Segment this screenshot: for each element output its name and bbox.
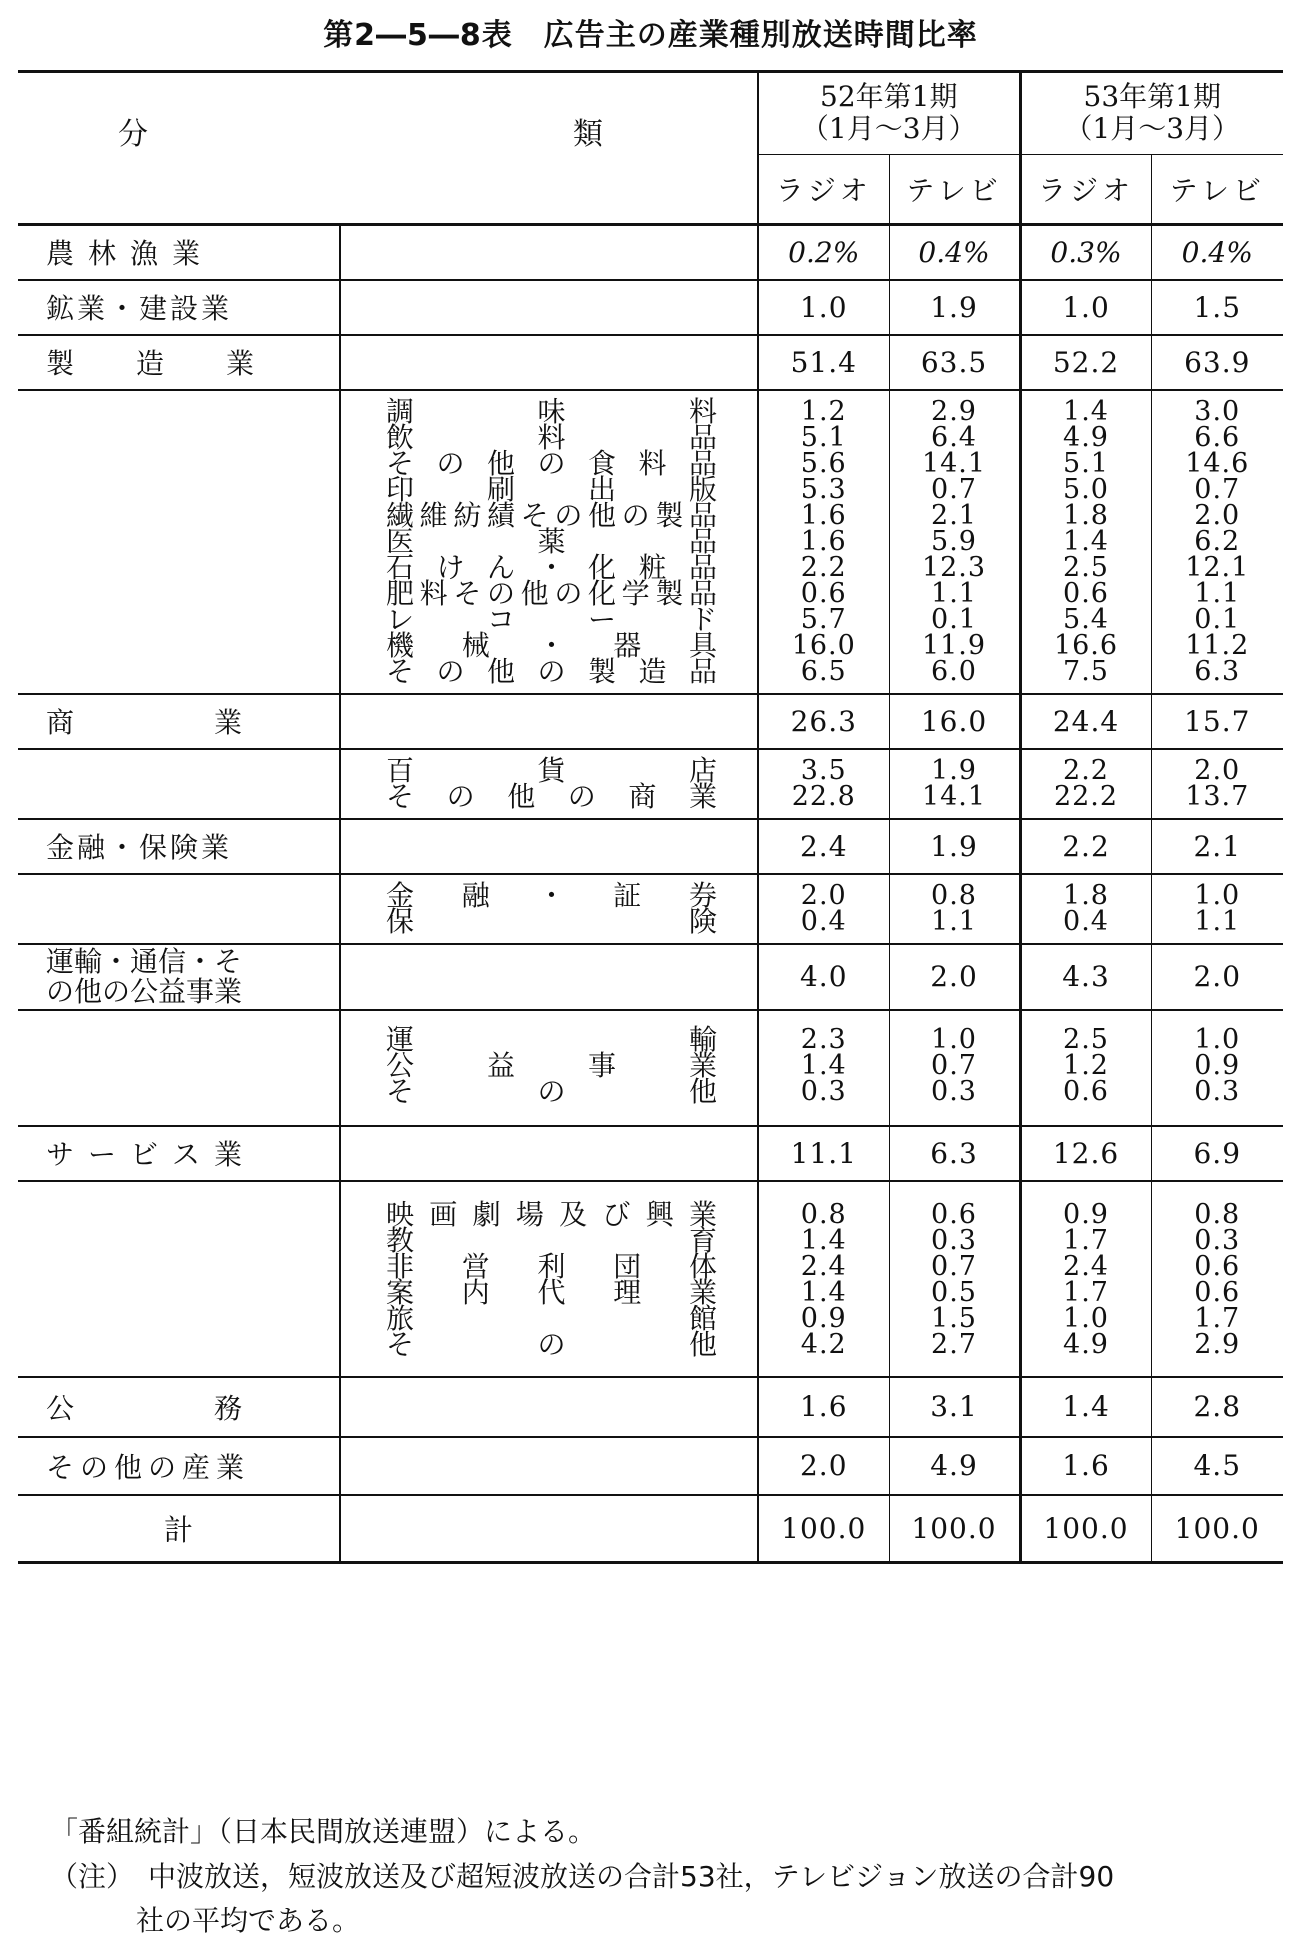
value-cell: 1.9	[931, 754, 977, 786]
value-cell: 22.2	[1053, 780, 1119, 812]
value-cell: 0.4	[1063, 905, 1109, 937]
subcategory-item: 映画劇場及び興業	[386, 1197, 717, 1231]
subcategory-item: 案内代理業	[386, 1275, 717, 1309]
value-cell: 1.8	[1063, 879, 1109, 911]
value-cell: 0.1	[1194, 603, 1241, 635]
value-cell: 4.2	[800, 1328, 847, 1360]
value-cell: 2.2	[1063, 754, 1109, 786]
subcategory-item: その他の食料品	[386, 446, 717, 480]
value-cell: 0.3	[800, 1075, 847, 1107]
value-cell: 0.8	[1194, 1198, 1241, 1230]
value-cell: 5.7	[800, 603, 847, 635]
value-cell: 2.0	[1194, 754, 1241, 786]
footnote: （注） 中波放送，短波放送及び超短波放送の合計53社，テレビジョン放送の合計90 社の平均である。	[50, 1860, 1115, 1937]
value-cell: 0.3	[1194, 1224, 1241, 1256]
value-cell: 0.6	[800, 577, 847, 609]
value-cell: 0.6	[1063, 577, 1109, 609]
subcategory-item: 旅館	[386, 1301, 717, 1335]
value-cell: 0.5	[931, 1276, 977, 1308]
value-cell: 1.8	[1063, 499, 1109, 531]
value-cell: 1.7	[1063, 1276, 1109, 1308]
value-cell: 0.4	[800, 905, 847, 937]
subcategory-item: 医薬品	[386, 524, 717, 558]
value-cell: 1.5	[931, 1302, 977, 1334]
value-cell: 2.5	[1063, 1023, 1109, 1055]
value-cell: 14.6	[1185, 447, 1250, 479]
value-cell: 6.4	[931, 421, 977, 453]
value-cell: 1.0	[931, 1023, 977, 1055]
value-cell: 5.1	[800, 421, 847, 453]
value-cell: 2.5	[1063, 551, 1109, 583]
value-cell: 1.6	[800, 525, 847, 557]
period1-header: 52年第1期 （1月～3月）	[758, 72, 1020, 155]
value-cell: 0.3	[1194, 1075, 1241, 1107]
category-label: 製造業	[18, 335, 340, 390]
category-label: 鉱業・建設業	[18, 280, 340, 335]
subcategory-item: レコード	[386, 602, 717, 636]
value-cell: 6.5	[800, 655, 847, 687]
value-cell: 0.8	[931, 879, 977, 911]
subcategory-item: 公益事業	[386, 1048, 717, 1082]
value-cell: 1.4	[800, 1276, 847, 1308]
subcategory-block	[18, 1181, 1283, 1377]
data-table	[18, 70, 1283, 1564]
subcategory-item: 機械・器具	[386, 628, 717, 662]
value-cell: 1.0	[1194, 879, 1241, 911]
category-label: 公務	[18, 1377, 340, 1437]
value-cell: 1.1	[931, 577, 977, 609]
subcategory-item: 石けん・化粧品	[386, 550, 717, 584]
subcategory-item: その他の商業	[386, 779, 717, 813]
total-row: 計 100.0 100.0 100.0 100.0	[18, 1495, 1283, 1563]
subcategory-list	[340, 390, 758, 694]
value-cell: 1.2	[1063, 1049, 1109, 1081]
value-cell: 0.1	[931, 603, 977, 635]
value-cell: 1.7	[1063, 1224, 1109, 1256]
value-cell: 13.7	[1185, 780, 1250, 812]
value-cell: 2.7	[931, 1328, 977, 1360]
subcategory-item: その他	[386, 1327, 717, 1361]
value-cell: 12.3	[921, 551, 987, 583]
table-row: その他の産業 2.0 4.9 1.6 4.5	[18, 1437, 1283, 1495]
category-label: サービス業	[18, 1126, 340, 1181]
value-cell: 5.6	[800, 447, 847, 479]
subcategory-item: 金融・証券	[386, 878, 717, 912]
category-label: その他の産業	[18, 1437, 340, 1495]
value-cell: 2.2	[800, 551, 847, 583]
subcategory-block	[18, 749, 1283, 819]
period2-header: 53年第1期 （1月～3月）	[1020, 72, 1283, 155]
value-cell: 11.9	[921, 629, 987, 661]
table-row: 鉱業・建設業 1.0 1.9 1.0 1.5	[18, 280, 1283, 335]
subcategory-list	[340, 1010, 758, 1126]
radio-header: ラジオ	[758, 154, 889, 224]
subcategory-item: 非営利団体	[386, 1249, 717, 1283]
value-cell: 0.7	[931, 1250, 977, 1282]
value-cell: 12.1	[1185, 551, 1250, 583]
value-cell: 6.6	[1194, 421, 1241, 453]
subcategory-item: 保険	[386, 904, 717, 938]
value-cell: 2.4	[1063, 1250, 1109, 1282]
category-header-right: 類	[573, 117, 603, 152]
value-cell: 2.0	[1194, 499, 1241, 531]
value-cell: 0.3	[931, 1224, 977, 1256]
value-cell: 6.3	[1194, 655, 1241, 687]
value-cell: 0.7	[931, 1049, 977, 1081]
value-cell: 0.7	[1194, 473, 1241, 505]
subcategory-item: その他の製造品	[386, 654, 717, 688]
subcategory-item: 印刷出版	[386, 472, 717, 506]
subcategory-list	[340, 1181, 758, 1377]
subcategory-block	[18, 390, 1283, 694]
value-cell: 1.4	[1063, 525, 1109, 557]
subcategory-item: 飲料品	[386, 420, 717, 454]
source-note: 「番組統計」（日本民間放送連盟）による。	[50, 1815, 597, 1848]
category-label: 農林漁業	[18, 225, 340, 280]
subcategory-item: その他	[386, 1074, 717, 1108]
value-cell: 1.7	[1194, 1302, 1241, 1334]
value-cell: 2.0	[800, 879, 847, 911]
value-cell: 1.0	[1194, 1023, 1241, 1055]
value-cell: 0.8	[800, 1198, 847, 1230]
value-cell: 3.5	[800, 754, 847, 786]
value-cell: 1.4	[800, 1224, 847, 1256]
table-row: 商業 26.3 16.0 24.4 15.7	[18, 694, 1283, 749]
category-label: 商業	[18, 694, 340, 749]
table-row: 農林漁業 0.2% 0.4% 0.3% 0.4%	[18, 225, 1283, 280]
value-cell: 0.6	[1194, 1276, 1241, 1308]
value-cell: 11.2	[1185, 629, 1250, 661]
table-row: 運輸・通信・そ の他の公益事業 4.0 2.0 4.3 2.0	[18, 944, 1283, 1010]
value-cell: 0.7	[931, 473, 977, 505]
value-cell: 5.0	[1063, 473, 1109, 505]
table-row: サービス業 11.1 6.3 12.6 6.9	[18, 1126, 1283, 1181]
tv-header: テレビ	[1151, 154, 1283, 224]
value-cell: 4.9	[1063, 421, 1109, 453]
table-title: 第2―5―8表 広告主の産業種別放送時間比率	[323, 18, 978, 53]
subcategory-list	[340, 749, 758, 819]
value-cell: 2.9	[1194, 1328, 1241, 1360]
value-cell: 1.4	[1063, 395, 1109, 427]
value-cell: 0.6	[931, 1198, 977, 1230]
category-label: 計	[18, 1495, 340, 1563]
value-cell: 2.9	[931, 395, 977, 427]
tv-header: テレビ	[889, 154, 1020, 224]
value-cell: 2.3	[800, 1023, 847, 1055]
value-cell: 16.0	[791, 629, 856, 661]
radio-header: ラジオ	[1020, 154, 1151, 224]
value-cell: 0.6	[1063, 1075, 1109, 1107]
subcategory-item: 肥料その他の化学製品	[386, 576, 717, 610]
subcategory-block	[18, 1010, 1283, 1126]
value-cell: 22.8	[791, 780, 856, 812]
table-row: 製造業 51.4 63.5 52.2 63.9	[18, 335, 1283, 390]
value-cell: 7.5	[1063, 655, 1109, 687]
table-row: 金融・保険業 2.4 1.9 2.2 2.1	[18, 819, 1283, 874]
value-cell: 16.6	[1053, 629, 1119, 661]
subcategory-item: 調味料	[386, 394, 717, 428]
value-cell: 1.1	[1194, 905, 1241, 937]
category-header-left: 分	[118, 117, 148, 152]
value-cell: 0.9	[1063, 1198, 1109, 1230]
subcategory-list	[340, 874, 758, 944]
value-cell: 3.0	[1194, 395, 1241, 427]
value-cell: 5.1	[1063, 447, 1109, 479]
value-cell: 0.9	[800, 1302, 847, 1334]
subcategory-item: 運輸	[386, 1022, 717, 1056]
value-cell: 1.6	[800, 499, 847, 531]
value-cell: 14.1	[921, 780, 987, 812]
category-label: 金融・保険業	[18, 819, 340, 874]
value-cell: 1.1	[931, 905, 977, 937]
subcategory-item: 繊維紡績その他の製品	[386, 498, 717, 532]
value-cell: 1.4	[800, 1049, 847, 1081]
category-label: 運輸・通信・そ の他の公益事業	[18, 944, 340, 1010]
subcategory-item: 百貨店	[386, 753, 717, 787]
value-cell: 14.1	[921, 447, 987, 479]
value-cell: 0.3	[931, 1075, 977, 1107]
subcategory-item: 教育	[386, 1223, 717, 1257]
subcategory-block	[18, 874, 1283, 944]
value-cell: 1.1	[1194, 577, 1241, 609]
value-cell: 5.3	[800, 473, 847, 505]
value-cell: 6.2	[1194, 525, 1241, 557]
value-cell: 1.2	[800, 395, 847, 427]
value-cell: 2.1	[931, 499, 977, 531]
value-cell: 5.9	[931, 525, 977, 557]
value-cell: 4.9	[1063, 1328, 1109, 1360]
value-cell: 1.0	[1063, 1302, 1109, 1334]
value-cell: 0.6	[1194, 1250, 1241, 1282]
value-cell: 0.9	[1194, 1049, 1241, 1081]
value-cell: 5.4	[1063, 603, 1109, 635]
value-cell: 6.0	[931, 655, 977, 687]
value-cell: 2.4	[800, 1250, 847, 1282]
category-header	[18, 72, 758, 225]
table-row: 公務 1.6 3.1 1.4 2.8	[18, 1377, 1283, 1437]
